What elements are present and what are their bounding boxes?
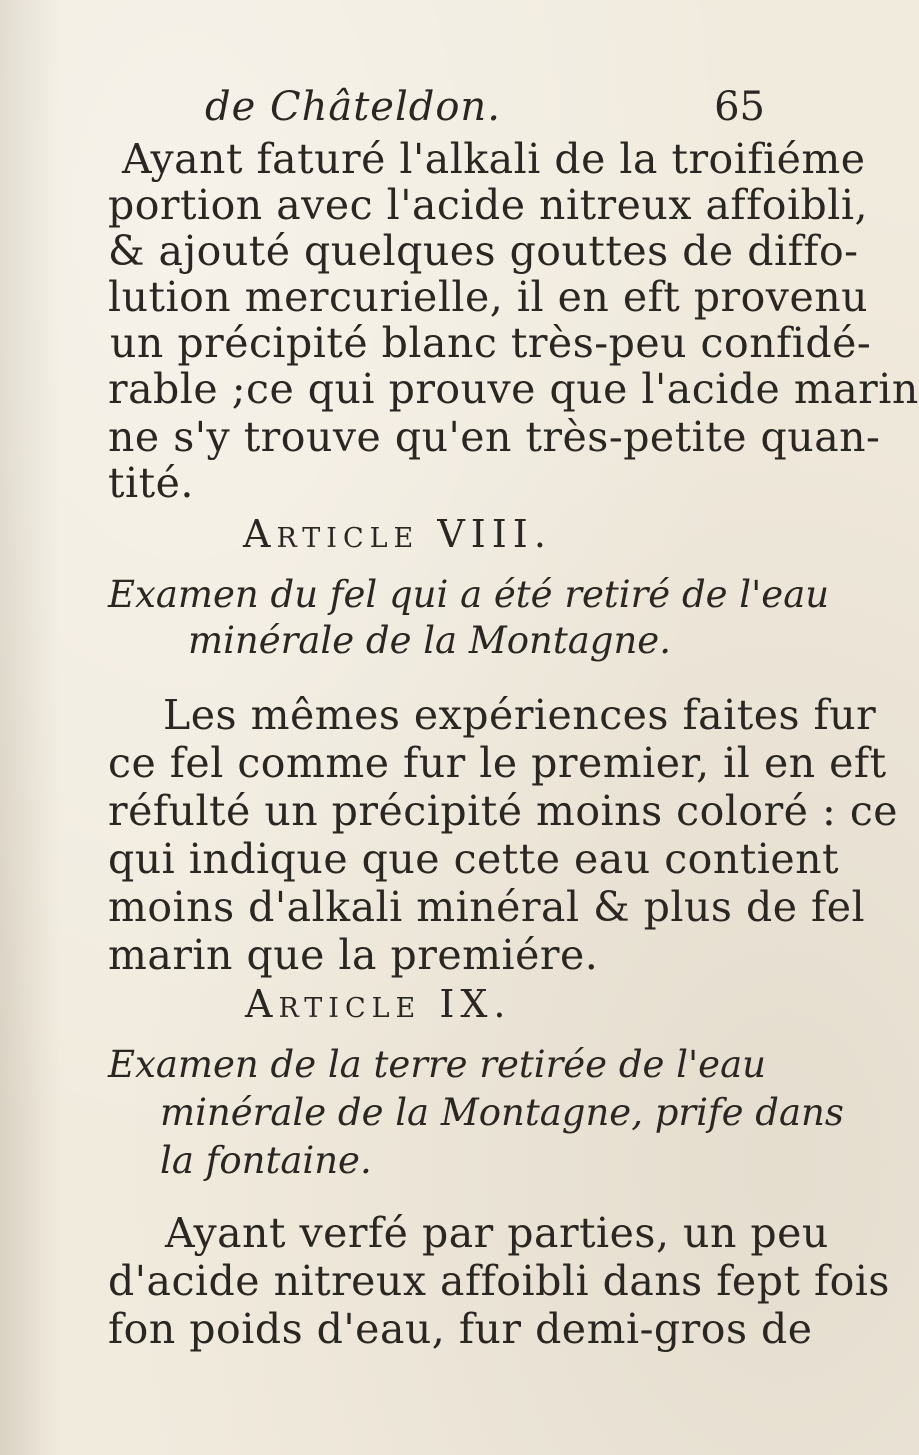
text-line: Ayant verfé par parties, un peu (165, 1209, 829, 1257)
article-subtitle-line: minérale de la Montagne. (188, 619, 671, 662)
article-subtitle-line: minérale de la Montagne, prife dans (160, 1091, 844, 1134)
article-subtitle-line: Examen du fel qui a été retiré de l'eau (108, 573, 830, 616)
text-line: Ayant faturé l'alkali de la troifiéme (122, 135, 866, 183)
text-line: qui indique que cette eau contient (108, 835, 839, 883)
text-line: moins d'alkali minéral & plus de fel (108, 883, 866, 931)
text-line: fon poids d'eau, fur demi-gros de (108, 1305, 813, 1353)
text-line: ce fel comme fur le premier, il en eft (108, 739, 887, 787)
article-heading: Article IX. (245, 982, 512, 1026)
text-line: ne s'y trouve qu'en très-petite quan- (108, 413, 881, 461)
text-line: Les mêmes expériences faites fur (163, 691, 877, 739)
text-line: portion avec l'acide nitreux affoibli, (108, 181, 869, 229)
article-subtitle-line: la fontaine. (160, 1139, 372, 1182)
text-line: réfulté un précipité moins coloré : ce (108, 787, 899, 835)
page-header (205, 84, 765, 134)
running-title: de Châteldon. (205, 84, 501, 130)
page-number: 65 (714, 84, 765, 130)
article-heading: Article VIII. (243, 512, 552, 556)
text-line: rable ;ce qui prouve que l'acide marin (108, 365, 919, 413)
text-line: tité. (108, 459, 194, 507)
text-line: un précipité blanc très-peu confidé- (110, 319, 872, 367)
text-line: d'acide nitreux affoibli dans fept fois (108, 1257, 890, 1305)
text-line: marin que la premiére. (108, 931, 599, 979)
text-line: lution mercurielle, il en eft provenu (108, 273, 869, 321)
article-subtitle-line: Examen de la terre retirée de l'eau (108, 1043, 766, 1086)
text-line: & ajouté quelques gouttes de diffo- (108, 227, 859, 275)
page-bottom-margin (320, 1370, 480, 1380)
